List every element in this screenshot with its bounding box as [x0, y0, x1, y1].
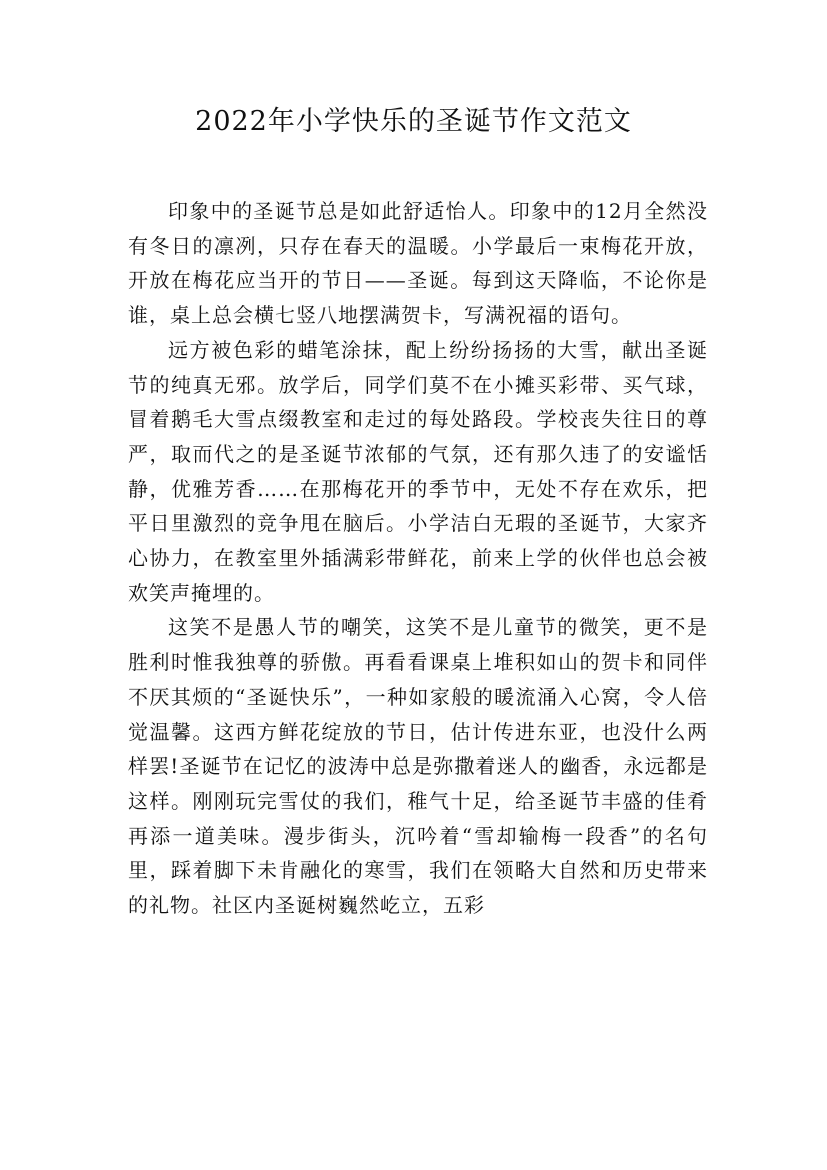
- paragraph-2: 远方被色彩的蜡笔涂抹，配上纷纷扬扬的大雪，献出圣诞节的纯真无邪。放学后，同学们莫不在小摊买彩带、买气球，冒着鹅毛大雪点缀教室和走过的每处路段。学校丧失往日的尊严，取而代之的是圣诞节浓郁的气氛，还有那久违了的安谧恬静，优雅芳香……在那梅花开的季节中，无处不存在欢乐，把平日里激烈的竞争甩在脑后。小学洁白无瑕的圣诞节，大家齐心协力，在教室里外插满彩带鲜花，前来上学的伙伴也总会被欢笑声掩埋的。: [128, 337, 708, 605]
- paragraph-3: 这笑不是愚人节的嘲笑，这笑不是儿童节的微笑，更不是胜利时惟我独尊的骄傲。再看看课桌上堆积如山的贺卡和同伴不厌其烦的“圣诞快乐”，一种如家般的暖流涌入心窝，令人倍觉温馨。这西方鲜花绽放的节日，估计传进东亚，也没什么两样罢!圣诞节在记忆的波涛中总是弥撒着迷人的幽香，永远都是这样。刚刚玩完雪仗的我们，稚气十足，给圣诞节丰盛的佳肴再添一道美味。漫步街头，沉吟着“雪却输梅一段香”的名句里，踩着脚下未肯融化的寒雪，我们在领略大自然和历史带来的礼物。社区内圣诞树巍然屹立，五彩: [128, 615, 708, 918]
- paragraph-1: 印象中的圣诞节总是如此舒适怡人。印象中的12月全然没有冬日的凛冽，只存在春天的温暖。小学最后一束梅花开放，开放在梅花应当开的节日——圣诞。每到这天降临，不论你是谁，桌上总会横七竖八地摆满贺卡，写满祝福的语句。: [128, 199, 708, 328]
- document-title: 2022年小学快乐的圣诞节作文范文: [195, 106, 632, 137]
- document-body: [128, 194, 708, 923]
